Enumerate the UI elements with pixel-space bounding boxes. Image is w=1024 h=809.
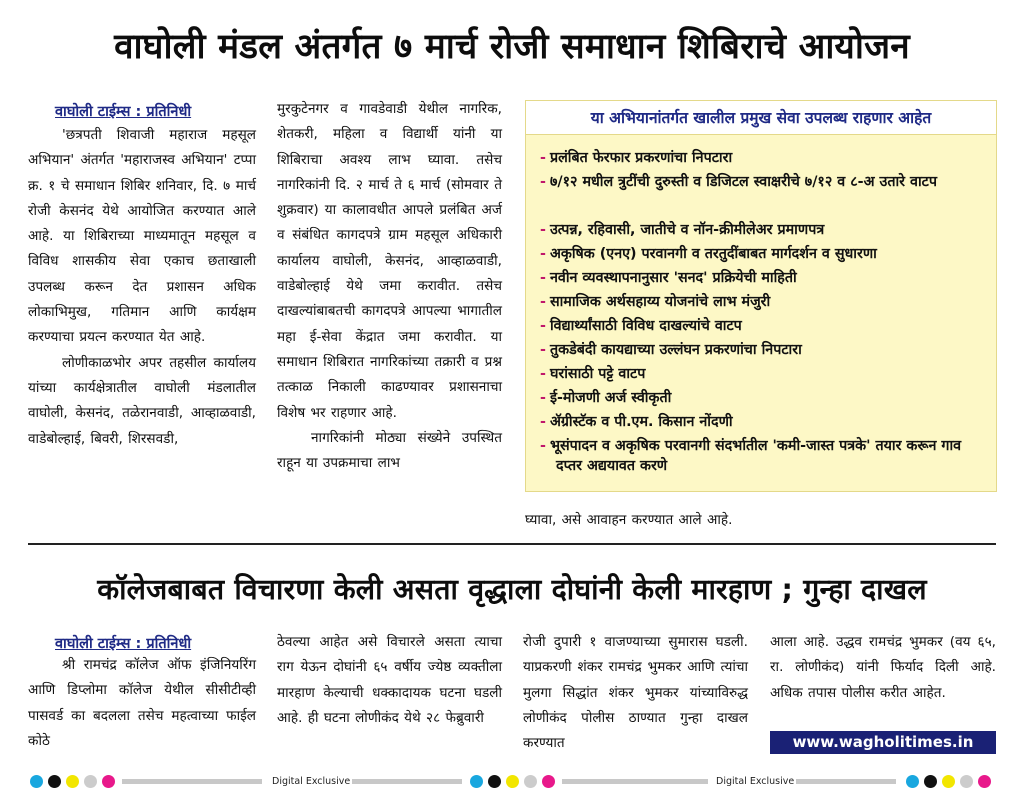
article-1-paragraph-2: लोणीकाळभोर अपर तहसील कार्यालय यांच्या कार्यक्षेत्रातील वाघोली मंडलातील वाघोली, केसनंद, तळेरानवाडी, आव्हाळवाडी, वाडेबोल्हाई, बिवरी, शिरसवडी, [28,354,256,447]
article-1-ending: घ्यावा, असे आवाहन करण्यात आले आहे. [525,512,733,528]
service-item: - ७/१२ मधील त्रुटींची दुरुस्ती व डिजिटल स्वाक्षरीचे ७/१२ व ८-अ उतारे वाटप [540,174,937,190]
service-item: - नवीन व्यवस्थापनानुसार 'सनद' प्रक्रियेची माहिती [540,270,797,286]
article-2-column-4 [770,630,996,706]
registration-dot [942,775,955,788]
service-item: - भूसंपादन व अकृषिक परवानगी संदर्भातील 'कमी-जास्त पत्रके' तयार करून गाव दप्तर अद्ययावत करणे [540,438,962,474]
footer-bar [796,779,896,784]
registration-dot [30,775,43,788]
registration-dot [48,775,61,788]
article-2-column-2 [277,630,502,731]
registration-dot [506,775,519,788]
services-box [525,100,997,492]
registration-dot [84,775,97,788]
article-1-column-2 [277,97,502,476]
article-2-column-1 [28,653,256,754]
footer-bar [562,779,708,784]
headline-samadhan-shibir: वाघोली मंडल अंतर्गत ७ मार्च रोजी समाधान शिबिराचे आयोजन [114,27,910,67]
section-divider [28,543,996,545]
service-item: - विद्यार्थ्यांसाठी विविध दाखल्यांचे वाटप [540,318,742,334]
website-banner: www.wagholitimes.in [770,731,996,754]
article-2-paragraph-4: आला आहे. उद्धव रामचंद्र भुमकर (वय ६५, रा. लोणीकंद) यांनी फिर्याद दिली आहे. अधिक तपास पोलीस करीत आहेत. [770,634,996,701]
registration-dot [542,775,555,788]
service-item: - उत्पन्न, रहिवासी, जातीचे व नॉन-क्रीमीलेअर प्रमाणपत्र [540,222,825,238]
byline-article-2: वाघोली टाईम्स : प्रतिनिधी [55,636,192,652]
service-item: - प्रलंबित फेरफार प्रकरणांचा निपटारा [540,150,733,166]
registration-dot [924,775,937,788]
footer-bar [122,779,262,784]
service-item: - घरांसाठी पट्टे वाटप [540,366,646,382]
registration-dot [470,775,483,788]
service-item: - तुकडेबंदी कायद्याच्या उल्लंघन प्रकरणांचा निपटारा [540,342,802,358]
byline-article-1: वाघोली टाईम्स : प्रतिनिधी [55,104,192,120]
article-2-column-3 [523,630,748,756]
registration-dot [978,775,991,788]
footer-label-left: Digital Exclusive [272,776,351,787]
article-2-paragraph-1: श्री रामचंद्र कॉलेज ऑफ इंजिनियरिंग आणि डिप्लोमा कॉलेज येथील सीसीटीव्ही पासवर्ड का बदलला तसेच महत्वाच्या फाईल कोठे [28,657,256,749]
article-1-paragraph-3: मुरकुटेनगर व गावडेवाडी येथील नागरिक, शेतकरी, महिला व विद्यार्थी यांनी या शिबिराचा अवश्य लाभ घ्यावा. तसेच नागरिकांनी दि. २ मार्च ते ६ मार्च (सोमवार ते शुक्रवार) या कालावधीत आपले प्रलंबित अर्ज व संबंधित कागदपत्रे ग्राम महसूल अधिकारी कार्यालय वाघोली, केसनंद, आव्हाळवाडी, वाडेबोल्हाई येथे जमा करावीत. तसेच दाखल्यांबाबतची कागदपत्रे आपल्या भागातील महा ई-सेवा केंद्रात जमा करावीत. या समाधान शिबिरात नागरिकांच्या तक्रारी व प्रश्न तत्काळ निकाली काढण्यावर प्रशासनाचा विशेष भर राहणार आहे. [277,101,502,421]
registration-dot [102,775,115,788]
service-item: - सामाजिक अर्थसहाय्य योजनांचे लाभ मंजुरी [540,294,771,310]
services-box-title: या अभियानांतर्गत खालील प्रमुख सेवा उपलब्ध राहणार आहेत [526,101,996,135]
footer-bar [352,779,462,784]
footer-label-right: Digital Exclusive [716,776,795,787]
article-1-paragraph-4: नागरिकांनी मोठ्या संख्येने उपस्थित राहून या उपक्रमाचा लाभ [277,429,502,472]
article-1-column-1 [28,123,256,452]
article-2-paragraph-2: ठेवल्या आहेत असे विचारले असता त्याचा राग येऊन दोघांनी ६५ वर्षीय ज्येष्ठ व्यक्तीला मारहाण केल्याची धक्कादायक घटना घडली आहे. ही घटना लोणीकंद येथे २८ फेब्रुवारी [277,634,502,726]
service-item: - ई-मोजणी अर्ज स्वीकृती [540,390,672,406]
service-item: - ॲग्रीस्टॅक व पी.एम. किसान नोंदणी [540,414,733,430]
service-item: - अकृषिक (एनए) परवानगी व तरतुदींबाबत मार्गदर्शन व सुधारणा [540,246,877,262]
registration-dot [66,775,79,788]
registration-dot [488,775,501,788]
registration-dot [960,775,973,788]
article-1-paragraph-1: 'छत्रपती शिवाजी महाराज महसूल अभियान' अंतर्गत 'महाराजस्व अभियान' टप्पा क्र. १ चे समाधान शिबिर शनिवार, दि. ७ मार्च रोजी केसनंद येथे आयोजित करण्यात आले आहे. या शिबिराच्या माध्यमातून महसूल व विविध शासकीय सेवा एकाच छताखाली उपलब्ध करून देत प्रशासन अधिक लोकाभिमुख, गतिमान आणि कार्यक्षम करण्याचा प्रयत्न करण्यात येत आहे. [28,127,256,346]
registration-dot [906,775,919,788]
registration-dot [524,775,537,788]
headline-assault-case: कॉलेजबाबत विचारणा केली असता वृद्धाला दोघांनी केली मारहाण ; गुन्हा दाखल [97,573,927,606]
article-2-paragraph-3: रोजी दुपारी १ वाजण्याच्या सुमारास घडली. याप्रकरणी शंकर रामचंद्र भुमकर आणि त्यांचा मुलगा सिद्धांत शंकर भुमकर यांच्याविरुद्ध लोणीकंद पोलीस ठाण्यात गुन्हा दाखल करण्यात [523,634,748,752]
